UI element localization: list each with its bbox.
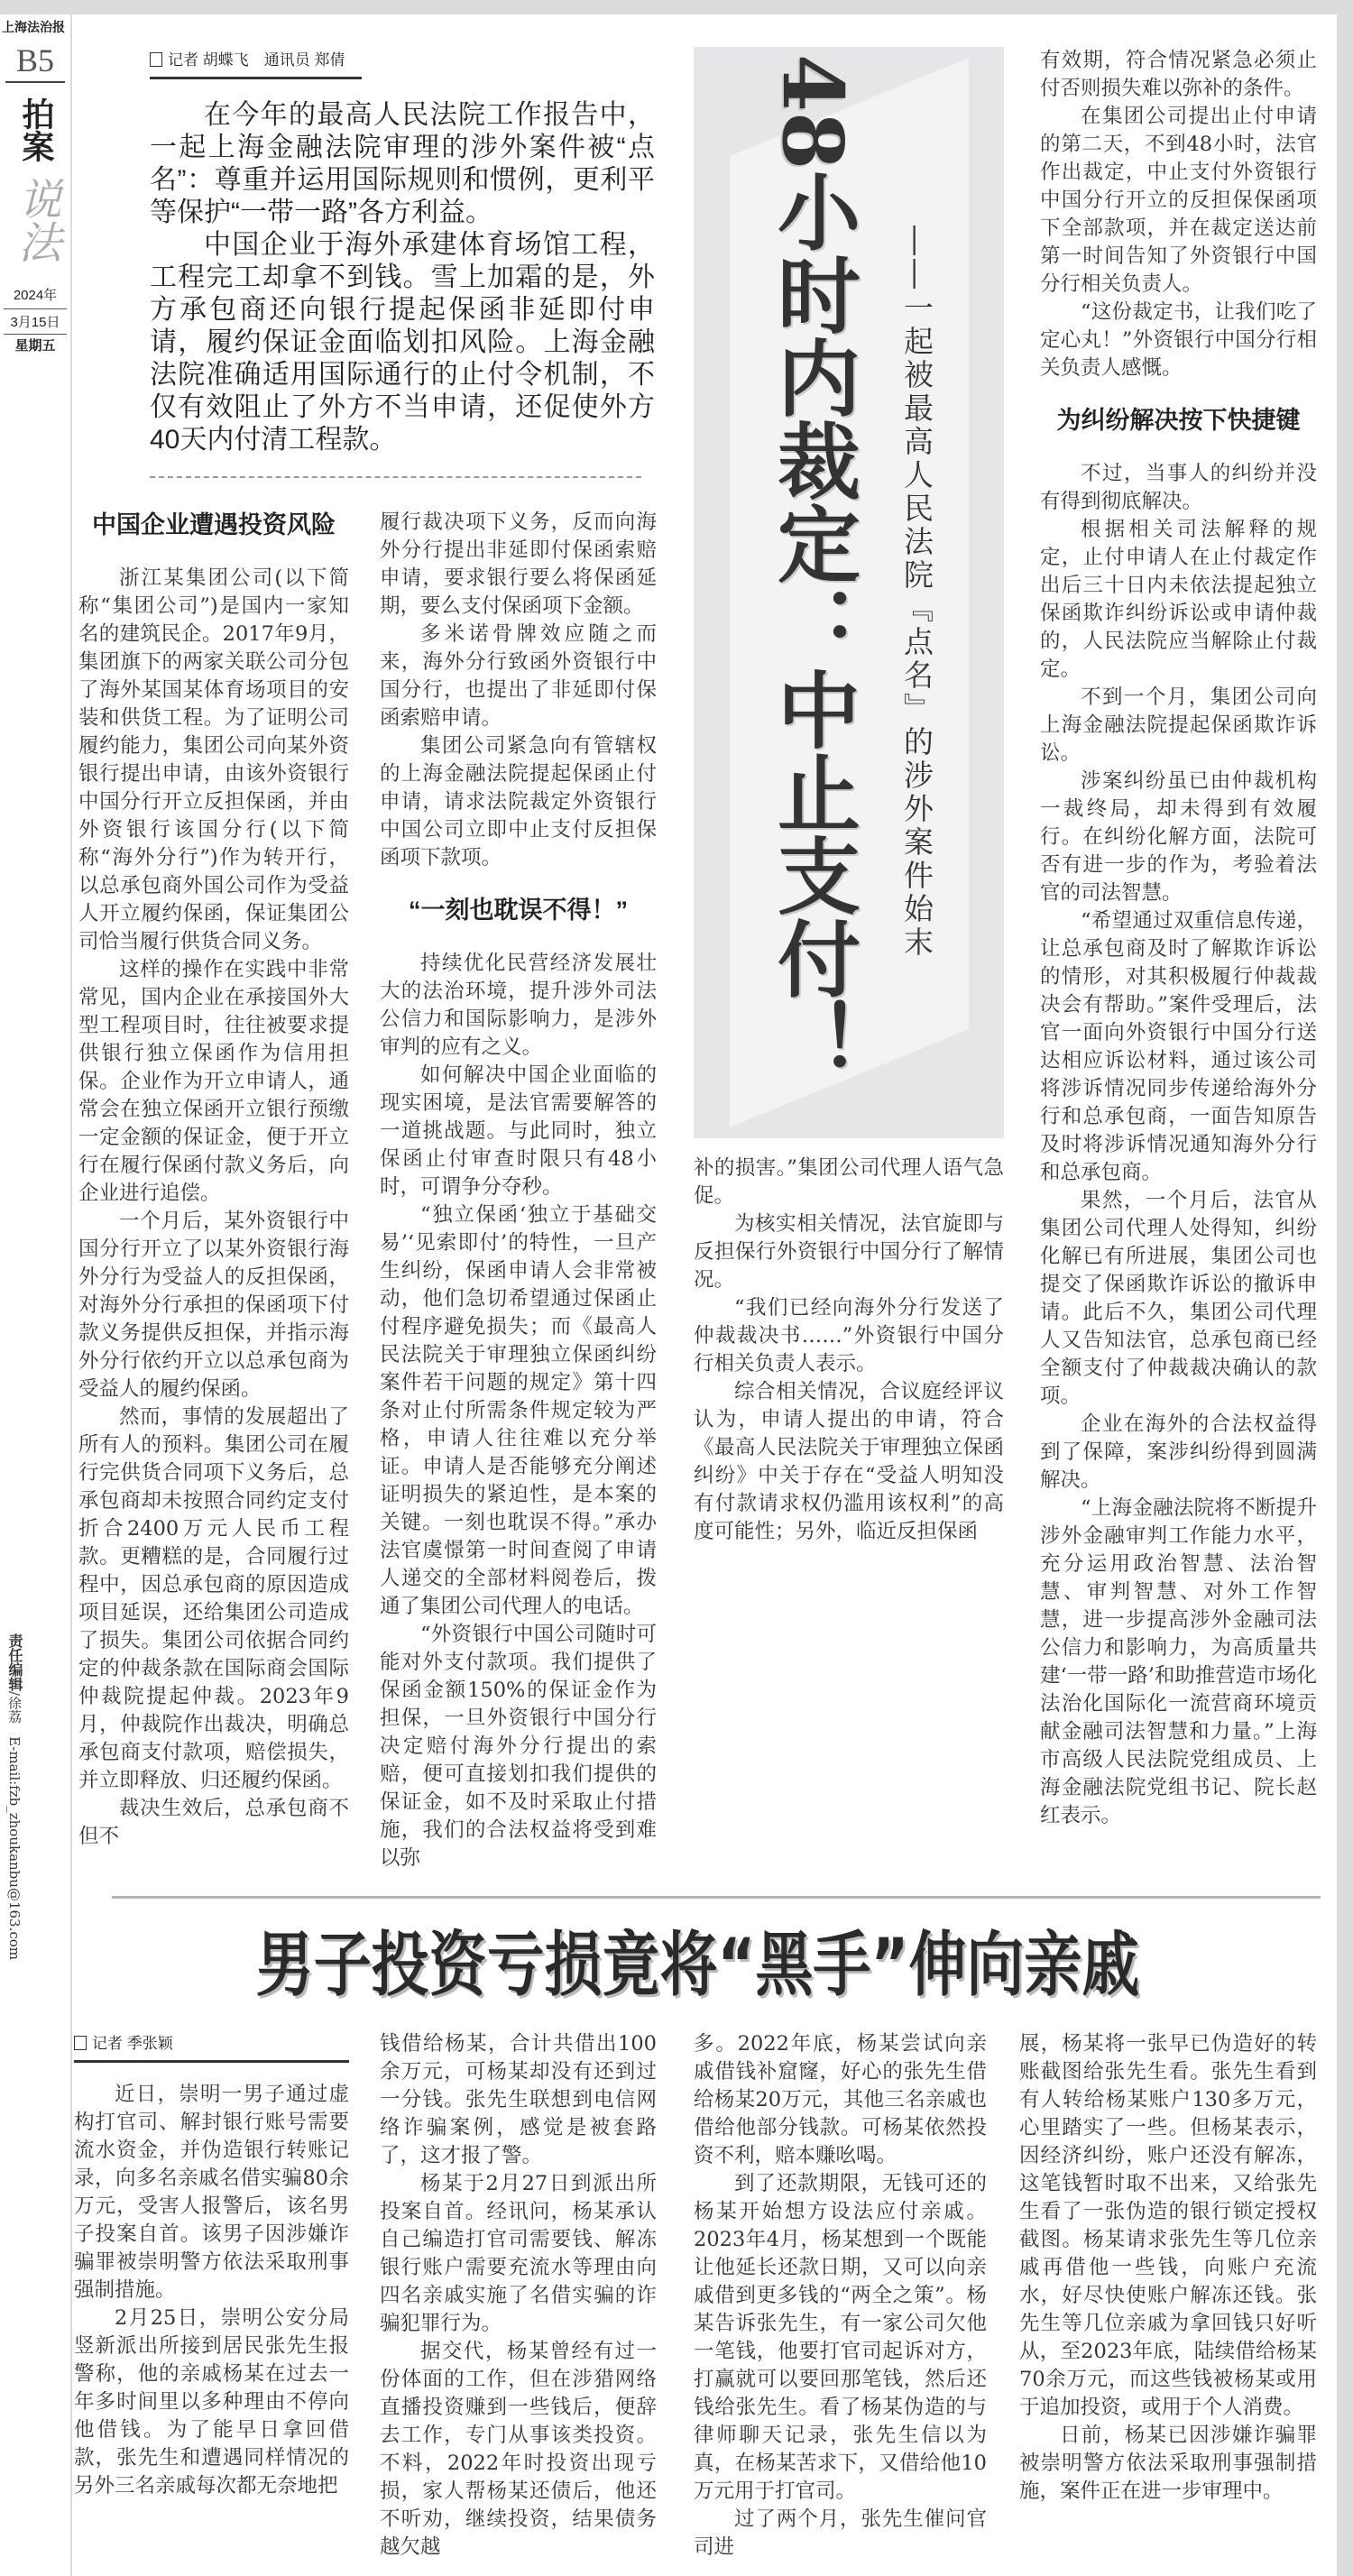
body-paragraph: 根据相关司法解释的规定，止付申请人在止付裁定作出后三十日内未依法提起独立保函欺诈纠纷诉讼或申请仲裁的，人民法院应当解除止付裁定。 — [1040, 518, 1317, 681]
body-paragraph: 为核实相关情况，法官旋即与反担保行外资银行中国分行了解情况。 — [694, 1212, 1004, 1292]
page-panel — [72, 14, 1337, 2576]
article2-byline — [74, 2030, 349, 2063]
article-separator — [112, 1896, 1321, 1899]
body-paragraph: 不到一个月，集团公司向上海金融法院提起保函欺诈诉讼。 — [1040, 685, 1317, 765]
article1-left — [78, 47, 657, 1872]
editor-email: E-mail:fzb_zhoukanbu@163.com — [6, 1736, 23, 1960]
body-paragraph: “我们已经向海外分行发送了仲裁裁决书……”外资银行中国分行相关负责人表示。 — [694, 1296, 1004, 1375]
body-paragraph: 钱借给杨某，合计共借出100余万元，可杨某却没有还到过一分钱。张先生联想到电信网络诈骗案例，感觉是被套路了，这才报了警。 — [380, 2032, 657, 2167]
article1-intro — [150, 99, 655, 456]
editor-credit — [5, 1633, 23, 1960]
article2-headline: 男子投资亏损竟将“黑手”伸向亲戚 — [255, 1925, 1140, 2006]
body-paragraph: 集团公司紧急向有管辖权的上海金融法院提起保函止付申请，请求法院裁定外资银行中国公司立即中止支付反担保函项下款项。 — [380, 734, 657, 869]
body-paragraph: 果然，一个月后，法官从集团公司代理人处得知，纠纷化解已有所进展，集团公司也提交了保函欺诈诉讼的撤诉申请。此后不久，集团公司代理人又告知法官，总承包商已经全额支付了仲裁裁决确认的款项。 — [1040, 1189, 1317, 1408]
article1-column-1 — [78, 509, 349, 1851]
body-paragraph: “上海金融法院将不断提升涉外金融审判工作能力水平，充分运用政治智慧、法治智慧、审判智慧、对外工作智慧，进一步提高涉外金融司法公信力和影响力，为高质量共建‘一带一路’和助推营造市场化法治化国际化一流营商环境贡献金融司法智慧和力量。”上海市高级人民法院党组成员、上海金融法院党组书记、院长赵红表示。 — [1040, 1496, 1317, 1827]
article1-column-2 — [380, 509, 657, 1872]
body-paragraph: 裁决生效后，总承包商不但不 — [78, 1797, 349, 1848]
body-paragraph: 浙江某集团公司(以下简称“集团公司”)是国内一家知名的建筑民企。2017年9月，集团旗下的两家关联公司分包了海外某国某体育场项目的安装和供货工程。为了证明公司履约能力，集团公司向某外资银行提出申请，由该外资银行中国分行开立反担保函，并由外资银行该国分行(以下简称“海外分行”)作为转开行，以总承包商外国公司作为受益人开立履约保函，保证集团公司恰当履行供货合同义务。 — [78, 566, 349, 953]
body-paragraph: “外资银行中国公司随时可能对外支付款项。我们提供了保函金额150%的保证金作为担保，一旦外资银行中国分行决定赔付海外分行提出的索赔，便可直接划扣我们提供的保证金，如不及时采取止付措施，我们的合法权益将受到难以弥 — [380, 1623, 657, 1870]
body-paragraph: 在集团公司提出止付申请的第二天，不到48小时，法官作出裁定，中止支付外资银行中国分行开立的反担保保函项下全部款项，并在裁定送达前第一时间告知了外资银行中国分行相关负责人。 — [1040, 105, 1317, 296]
intro-paragraph: 中国企业于海外承建体育场馆工程，工程完工却拿不到钱。雪上加霜的是，外方承包商还向银行提起保函非延即付申请，履约保证金面临划扣风险。上海金融法院准确适用国际通行的止付令机制，不仅有效阻止了外方不当申请，还促使外方40天内付清工程款。 — [150, 230, 655, 455]
body-paragraph: 多。2022年底，杨某尝试向亲戚借钱补窟窿，好心的张先生借给杨某20万元，其他三名亲戚也借给他部分钱款。可杨某依然投资不利，赔本赚吆喝。 — [694, 2032, 987, 2167]
body-paragraph: 据交代，杨某曾经有过一份体面的工作，但在涉猎网络直播投资赚到一些钱后，便辞去工作，专门从事该类投资。不料，2022年时投资出现亏损，家人帮杨某还债后，他还不听劝，继续投资，结果债务越欠越 — [380, 2340, 657, 2559]
body-paragraph: 然而，事情的发展超出了所有人的预料。集团公司在履行完供货合同项下义务后，总承包商却未按照合同约定支付折合2400万元人民币工程款。更糟糕的是，合同履行过程中，因总承包商的原因造成项目延误，还给集团公司造成了损失。集团公司依据合同约定的仲裁条款在国际商会国际仲裁院提起仲裁。2023年9月，仲裁院作出裁决，明确总承包商支付款项，赔偿损失，并立即释放、归还履约保函。 — [78, 1405, 349, 1792]
body-paragraph: “独立保函‘独立于基础交易’‘见索即付’的特性，一旦产生纠纷，保函申请人会非常被动，他们急切希望通过保函止付程序避免损失；而《最高人民法院关于审理独立保函纠纷案件若干问题的规定》第十四条对止付所需条件规定较为严格，申请人往往难以充分举证。申请人是否能够充分阐述证明损失的紧迫性，是本案的关键。一刻也耽误不得。”承办法官虞憬第一时间查阅了申请人递交的全部材料阅卷后，拨通了集团公司代理人的电话。 — [380, 1203, 657, 1618]
body-paragraph: 履行裁决项下义务，反而向海外分行提出非延即付保函索赔申请，要求银行要么将保函延期，要么支付保函项下金额。 — [380, 511, 657, 618]
page-number: B5 — [5, 41, 65, 83]
byline-text: 记者 胡蝶飞 通讯员 郑倩 — [168, 51, 345, 69]
body-paragraph: 综合相关情况，合议庭经评议认为，申请人提出的申请，符合《最高人民法院关于审理独立保函纠纷》中关于存在“受益人明知没有付款请求权仍滥用该权利”的高度可能性；另外，临近反担保函 — [694, 1380, 1004, 1543]
article2-column-3 — [694, 2030, 987, 2562]
body-paragraph: 近日，崇明一男子通过虚构打官司、解封银行账号需要流水资金，并伪造银行转账记录，向多名亲戚名借实骗80余万元，受害人报警后，该名男子投案自首。该男子因涉嫌诈骗罪被崇明警方依法采取刑事强制措施。 — [74, 2083, 349, 2302]
intro-paragraph: 在今年的最高人民法院工作报告中，一起上海金融法院审理的涉外案件被“点名”：尊重并运用国际规则和惯例，更利平等保护“一带一路”各方利益。 — [150, 100, 655, 227]
issue-date: 3月15日 — [4, 308, 67, 335]
body-paragraph: 展，杨某将一张早已伪造好的转账截图给张先生看。张先生看到有人转给杨某账户130多万元，心里踏实了一些。但杨某表示，因经济纠纷，账户还没有解冻，这笔钱暂时取不出来，又给张先生看了一张伪造的银行锁定授权截图。杨某请求张先生等几位亲戚再借他一些钱，向账户充流水，好尽快使账户解冻还钱。张先生等几位亲戚为拿回钱只好听从，至2023年底，陆续借给杨某70余万元，而这些钱被杨某或用于追加投资，或用于个人消费。 — [1019, 2032, 1317, 2419]
byline-box-icon — [74, 2036, 87, 2050]
issue-weekday: 星期五 — [14, 338, 56, 354]
section-subheading: 中国企业遭遇投资风险 — [92, 511, 336, 538]
body-paragraph: 持续优化民营经济发展壮大的法治环境，提升涉外司法公信力和国际影响力，是涉外审判的应有之义。 — [380, 952, 657, 1059]
body-paragraph: 补的损害。”集团公司代理人语气急促。 — [694, 1156, 1004, 1208]
article2-first — [74, 2030, 349, 2500]
body-paragraph: 多米诺骨牌效应随之而来，海外分行致函外资银行中国分行，也提出了非延即付保函索赔申请。 — [380, 622, 657, 730]
body-paragraph: 有效期，符合情况紧急必须止付否则损失难以弥补的条件。 — [1040, 49, 1317, 100]
body-paragraph: 过了两个月，张先生催问官司进 — [694, 2507, 987, 2559]
editor-name: /徐荔 — [6, 1691, 23, 1724]
masthead-strip — [0, 14, 70, 2576]
newspaper-logo: 上海法治报 — [2, 21, 65, 35]
body-paragraph: 这样的操作在实践中非常常见，国内企业在承接国外大型工程项目时，往往被要求提供银行独立保函作为信用担保。企业作为开立申请人，通常会在独立保函开立银行预缴一定金额的保证金，便于开立行在履行保函付款义务后，向企业进行追偿。 — [78, 958, 349, 1205]
body-paragraph: 涉案纠纷虽已由仲裁机构一裁终局，却未得到有效履行。在纠纷化解方面，法院可否有进一步的作为，考验着法官的司法智慧。 — [1040, 769, 1317, 905]
dashed-divider — [150, 476, 641, 478]
section-title-bottom: 说法 — [11, 177, 61, 263]
body-paragraph: 如何解决中国企业面临的现实困境，是法官需要解答的一道挑战题。与此同时，独立保函止付审查时限只有48小时，可谓争分夺秒。 — [380, 1063, 657, 1199]
editor-label: 责任编辑 — [6, 1633, 23, 1691]
body-paragraph: “希望通过双重信息传递，让总承包商及时了解欺诈诉讼的情形，对其积极履行仲裁裁决会有帮助。”案件受理后，法官一面向外资银行中国分行送达相应诉讼材料，通过该公司将涉诉情况同步传递给海外分行和总承包商，一面告知原告及时将涉诉情况通知海外分行和总承包商。 — [1040, 909, 1317, 1184]
article1-columns — [78, 509, 657, 1872]
section-title-top: 拍案 — [17, 97, 55, 162]
body-paragraph: 日前，杨某已因涉嫌诈骗罪被崇明警方依法采取刑事强制措施，案件正在进一步审理中。 — [1019, 2424, 1317, 2503]
issue-year: 2024年 — [13, 288, 58, 303]
article1-headline: 48小时内裁定：中止支付！ — [764, 54, 861, 1083]
article1-column-3 — [694, 1155, 1004, 1546]
byline-text: 记者 季张颖 — [92, 2035, 173, 2052]
body-paragraph: “这份裁定书，让我们吃了定心丸！”外资银行中国分行相关负责人感慨。 — [1040, 300, 1317, 380]
section-subheading: “一刻也耽误不得！” — [409, 897, 628, 924]
article2-column-4 — [1019, 2030, 1317, 2506]
body-paragraph: 杨某于2月27日到派出所投案自首。经讯问，杨某承认自己编造打官司需要钱、解冻银行账户需要充流水等理由向四名亲戚实施了名借实骗的诈骗犯罪行为。 — [380, 2172, 657, 2335]
body-paragraph: 2月25日，崇明公安分局竖新派出所接到居民张先生报警称，他的亲戚杨某在过去一年多时间里以多种理由不停向他借钱。为了能早日拿回借款，张先生和遭遇同样情况的另外三名亲戚每次都无奈地把 — [74, 2306, 349, 2498]
headline-box — [694, 47, 1004, 1138]
article1-subheadline: ——一起被最高人民法院『点名』的涉外案件始末 — [900, 225, 934, 960]
body-paragraph: 到了还款期限，无钱可还的杨某开始想方设法应付亲戚。2023年4月，杨某想到一个既能让他延长还款日期，又可以向亲戚借到更多钱的“两全之策”。杨某告诉张先生，有一家公司欠他一笔钱，他要打官司起诉对方，打赢就可以要回那笔钱，然后还钱给张先生。看了杨某伪造的与律师聊天记录，张先生信以为真，在杨某苦求下，又借给他10万元用于打官司。 — [694, 2172, 987, 2503]
body-paragraph: 不过，当事人的纠纷并没有得到彻底解决。 — [1040, 462, 1317, 513]
article1-column-4 — [1040, 47, 1317, 1830]
section-subheading: 为纠纷解决按下快捷键 — [1056, 407, 1301, 434]
body-paragraph: 企业在海外的合法权益得到了保障，案涉纠纷得到圆满解决。 — [1040, 1412, 1317, 1492]
article1-right — [1040, 47, 1317, 1830]
article1 — [78, 47, 1317, 1872]
article2-column-1 — [74, 2081, 349, 2500]
body-paragraph: 一个月后，某外资银行中国分行开立了以某外资银行海外分行为受益人的反担保函，对海外分行承担的保函项下付款义务提供反担保，并指示海外分行依约开立以总承包商为受益人的履约保函。 — [78, 1210, 349, 1401]
article1-byline — [150, 47, 362, 79]
article2 — [74, 2030, 1317, 2562]
article2-column-2 — [380, 2030, 657, 2562]
byline-box-icon — [150, 52, 162, 67]
article1-middle — [694, 47, 1004, 1546]
